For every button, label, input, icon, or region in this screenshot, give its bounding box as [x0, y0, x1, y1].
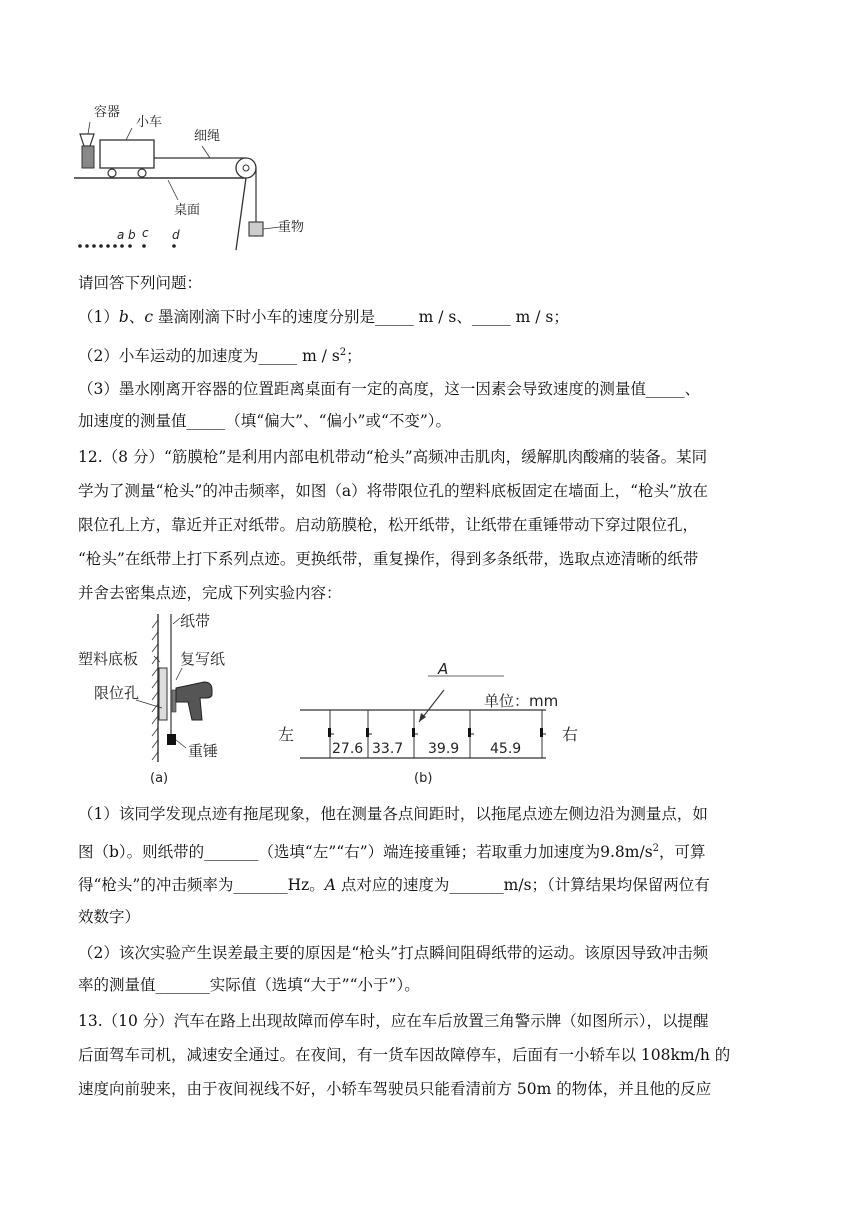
q12-part1-line1: （1）该同学发现点迹有拖尾现象，他在测量各点间距时，以拖尾点迹左侧边沿为测量点，如 — [78, 805, 708, 823]
label-cart: 小车 — [136, 115, 163, 130]
q12-p1-l3a: 得“枪头”的冲击频率为_______Hz。 — [78, 876, 325, 894]
label-hammer: 重锤 — [188, 742, 219, 760]
q11-p1-unit2: m / s — [515, 308, 554, 326]
label-tape: 纸带 — [180, 612, 211, 630]
q12-p1-g: 9.8m/s — [600, 843, 653, 862]
cart-experiment-figure — [70, 100, 330, 260]
q11-p1-sep: 、 — [128, 308, 145, 326]
label-plastic-base: 塑料底板 — [78, 650, 139, 668]
q13-line-1: 13.（10 分）汽车在路上出现故障而停车时，应在车后放置三角警示牌（如图所示），以提醒 — [78, 1012, 709, 1030]
figure-a-massage-gun — [76, 610, 256, 790]
drop-letter-c: c — [142, 226, 149, 240]
q13-line-3: 速度向前驶来，由于夜间视线不好，小轿车驾驶员只能看清前方 50m 的物体，并且他的反应 — [78, 1080, 712, 1098]
q11-p2-text: （2）小车运动的加速度为_____ — [78, 347, 298, 366]
q11-p1-end: ； — [553, 308, 569, 326]
q11-p1-text: 墨滴刚滴下时小车的速度分别是_____ — [153, 308, 414, 326]
figure-b-paper-tape — [274, 610, 604, 790]
q12-p1-l2b: ，可算 — [659, 843, 706, 862]
drop-letter-a: a — [117, 228, 125, 242]
q11-part2 — [78, 342, 362, 367]
q12-p1-l2a: 图（b）。则纸带的_______（选填“左”“右”）端连接重锤；若取重力加速度为 — [78, 843, 601, 862]
tape-spacing-2: 33.7 — [372, 741, 404, 757]
q12-line-2: 学为了测量“枪头”的冲击频率，如图（a）将带限位孔的塑料底板固定在墙面上，“枪头”放在 — [78, 482, 708, 500]
q12-line-4: “枪头”在纸带上打下系列点迹。更换纸带，重复操作，得到多条纸带，选取点迹清晰的纸带 — [78, 550, 699, 568]
q11-p1-num: （1） — [78, 308, 119, 326]
q11-p1-b: b — [118, 308, 129, 326]
drop-letter-b: b — [128, 228, 136, 242]
q12-p1-g-exp: 2 — [652, 843, 660, 854]
label-right: 右 — [562, 725, 579, 744]
q12-part1-line4: 效数字） — [78, 908, 141, 926]
q11-part3-line1: （3）墨水刚离开容器的位置距离桌面有一定的高度，这一因素会导致速度的测量值_____、 — [78, 380, 701, 398]
label-point-a: A — [438, 660, 449, 678]
q12-line-5: 并舍去密集点迹，完成下列实验内容： — [78, 584, 342, 602]
q11-part3-line2: 加速度的测量值_____（填“偏大”、“偏小”或“不变”）。 — [78, 412, 452, 430]
q11-p1-c: c — [144, 308, 154, 326]
label-left: 左 — [278, 725, 295, 744]
drop-letter-d: d — [172, 228, 180, 242]
label-container: 容器 — [94, 105, 121, 120]
q12-part2-line1: （2）该次实验产生误差最主要的原因是“枪头”打点瞬间阻碍纸带的运动。该原因导致冲击频 — [78, 944, 709, 962]
q12-line-3: 限位孔上方，靠近并正对纸带。启动筋膜枪，松开纸带，让纸带在重锤带动下穿过限位孔， — [78, 516, 699, 534]
caption-b: (b) — [414, 771, 433, 786]
q12-part1-line3 — [78, 874, 710, 896]
label-limit-hole: 限位孔 — [94, 684, 140, 702]
tape-spacing-4: 45.9 — [490, 741, 522, 757]
q12-p1-l3-a: A — [324, 876, 336, 894]
tape-spacing-1: 27.6 — [332, 741, 364, 757]
label-unit: 单位：mm — [484, 692, 559, 710]
q12-line-1: 12.（8 分）“筋膜枪”是利用内部电机带动“枪头”高频冲击肌肉，缓解肌肉酸痛的装备。某同 — [78, 448, 708, 466]
tape-spacing-3: 39.9 — [428, 741, 460, 757]
q11-intro: 请回答下列问题： — [78, 274, 203, 292]
q11-part1 — [78, 306, 569, 328]
q12-p1-l3b: 点对应的速度为_______m/s；（计算结果均保留两位有 — [336, 876, 710, 894]
q13-line-2: 后面驾车司机，减速安全通过。在夜间，有一货车因故障停车，后面有一小轿车以 108km/h 的 — [78, 1046, 731, 1064]
q11-p2-end: ； — [346, 347, 362, 366]
label-weight: 重物 — [278, 220, 305, 235]
label-carbon-paper: 复写纸 — [180, 650, 226, 668]
q11-p2-exp: 2 — [339, 347, 347, 358]
ink-dots — [78, 244, 176, 248]
q11-p1-unit: m / s — [418, 308, 457, 326]
label-string: 细绳 — [194, 129, 221, 144]
q12-part2-line2: 率的测量值_______实际值（选填“大于”“小于”）。 — [78, 976, 420, 994]
label-table: 桌面 — [174, 203, 201, 218]
q11-p1-sep2: 、_____ — [456, 308, 511, 326]
q12-part1-line2 — [78, 838, 706, 863]
q11-p2-unit: m / s — [302, 347, 340, 366]
caption-a: (a) — [150, 771, 169, 786]
